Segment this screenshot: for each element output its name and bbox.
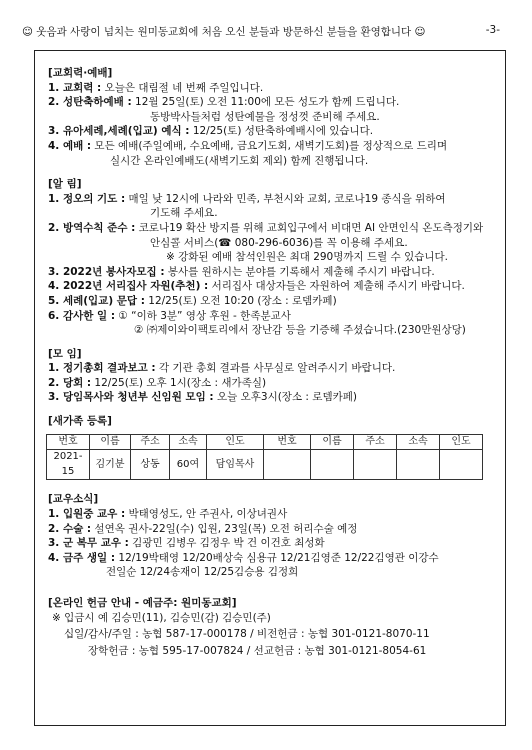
item-label: 4. 예배 :: [48, 139, 92, 152]
table-header-cell: 번호: [47, 434, 90, 450]
notice-item-6: [48, 309, 500, 324]
item-label: 6. 감사한 일 :: [48, 309, 116, 322]
table-header-cell: 번호: [264, 434, 311, 450]
item-label: 4. 금주 생일 :: [48, 551, 116, 564]
item-label: 1. 정오의 기도 :: [48, 192, 126, 205]
worship-item-4: [48, 139, 500, 154]
table-cell: [354, 450, 397, 480]
item-label: 1. 정기총회 결과보고 :: [48, 362, 156, 375]
table-cell: 2021-15: [47, 450, 90, 480]
notice-item-1: [48, 192, 500, 207]
table-header-cell: 주소: [354, 434, 397, 450]
offering-note: ※ 입금시 예 김승민(11), 김승민(감) 김승민(주): [52, 611, 271, 624]
item-text: 김광민 김병우 김정우 박 건 이건호 최성화: [128, 537, 325, 550]
meeting-item-1: [48, 361, 500, 376]
notice-item-1-cont: 기도해 주세요.: [150, 207, 218, 220]
item-text: 12월 25일(토) 오전 11:00에 모든 성도가 함께 드립니다.: [131, 96, 400, 109]
notice-item-2-cont: 안심콜 서비스(☎ 080-296-6036)를 꼭 이용해 주세요.: [150, 236, 408, 249]
page-header: [22, 24, 500, 39]
new-member-table: [46, 434, 483, 481]
offering-accounts-2: 장학헌금 : 농협 595-17-007824 / 선교헌금 : 농협 301-0121-8054-61: [88, 644, 427, 657]
news-item-3: [48, 536, 500, 551]
table-header-cell: 이름: [311, 434, 354, 450]
table-header-cell: 인도: [440, 434, 483, 450]
section-title-members-news: [교우소식]: [48, 493, 99, 506]
meeting-item-3: [48, 390, 500, 405]
item-label: 2. 당회 :: [48, 376, 92, 389]
notice-item-4: [48, 279, 500, 294]
table-cell: 60여: [170, 450, 207, 480]
notice-item-2: [48, 221, 500, 236]
item-label: 4. 2022년 서리집사 자원(추천) :: [48, 280, 209, 293]
table-cell: [264, 450, 311, 480]
offering-accounts-1: 십일/감사/주일 : 농협 587-17-000178 / 비전헌금 : 농협 301-0121-8070-11: [64, 628, 430, 641]
item-text: 봉사를 원하시는 분야를 기록해서 제출해 주시기 바랍니다.: [164, 265, 435, 278]
item-text: 서리집사 대상자들은 자원하여 제출해 주시기 바랍니다.: [208, 280, 465, 293]
table-cell: [397, 450, 440, 480]
item-label: 5. 세례(입교) 문답 :: [48, 294, 145, 307]
bulletin-content: [48, 66, 500, 658]
table-header-cell: 인도: [207, 434, 264, 450]
item-label: 3. 당임목사와 청년부 신임원 모임 :: [48, 391, 214, 404]
notice-item-3: [48, 265, 500, 280]
section-title-worship: [교회력·예배]: [48, 67, 113, 79]
item-text: 박태영성도, 안 주권사, 이상녀권사: [125, 508, 288, 521]
news-item-4-cont: 전일순 12/24송재이 12/25김승용 김정희: [106, 566, 299, 579]
table-cell: [311, 450, 354, 480]
table-header-row: [47, 434, 483, 450]
item-label: 1. 입원중 교우 :: [48, 508, 126, 521]
item-label: 2. 수술 :: [48, 522, 92, 535]
news-item-4: [48, 551, 500, 566]
section-title-new-members: [새가족 등록]: [48, 415, 112, 428]
section-title-meetings: [모 임]: [48, 347, 82, 360]
item-text: 오늘 오후3시(장소 : 로뎀카페): [213, 391, 357, 404]
table-cell: [440, 450, 483, 480]
section-title-online-offering: [온라인 헌금 안내 - 예금주: 원미동교회]: [48, 597, 237, 609]
worship-item-2: [48, 95, 500, 110]
item-text: 설연옥 권사-22일(수) 입원, 23일(목) 오전 허리수술 예정: [91, 522, 358, 535]
section-title-notices: [알 림]: [48, 178, 82, 191]
worship-item-4-cont: 실시간 온라인예배도(새벽기도회 제외) 함께 진행됩니다.: [110, 154, 369, 167]
worship-item-2-cont: 동방박사들처럼 성탄예물을 정성껏 준비해 주세요.: [150, 110, 380, 123]
news-item-2: [48, 522, 500, 537]
item-text: 12/25(토) 오후 1시(장소 : 새가족실): [91, 376, 267, 389]
item-label: 3. 2022년 봉사자모집 :: [48, 265, 165, 278]
item-text: 매일 낮 12시에 나라와 민족, 부천시와 교회, 코로나19 종식을 위하여: [125, 192, 446, 205]
table-row: [47, 450, 483, 480]
item-text: 12/25(토) 성탄축하예배시에 있습니다.: [189, 125, 374, 138]
table-header-cell: 주소: [131, 434, 170, 450]
item-label: 3. 군 복무 교우 :: [48, 537, 129, 550]
worship-item-3: [48, 124, 500, 139]
item-label: 2. 성탄축하예배 :: [48, 96, 132, 109]
item-text: 모든 예배(주일예배, 수요예배, 금요기도회, 새벽기도회)를 정상적으로 드리며: [91, 139, 448, 152]
item-text: 12/25(토) 오전 10:20 (장소 : 로뎀카페): [144, 294, 337, 307]
table-header-cell: 소속: [170, 434, 207, 450]
table-cell: 상동: [131, 450, 170, 480]
item-text: 코로나19 확산 방지를 위해 교회입구에서 비대면 AI 안면인식 온도측정기와: [135, 221, 484, 234]
table-cell: 담임목사: [207, 450, 264, 480]
notice-item-5: [48, 294, 500, 309]
news-item-1: [48, 507, 500, 522]
notice-item-2-note: ※ 강화된 예배 참석인원은 최대 290명까지 드릴 수 있습니다.: [166, 251, 449, 264]
meeting-item-2: [48, 376, 500, 391]
item-label: 2. 방역수칙 준수 :: [48, 221, 136, 234]
notice-item-6-cont: ② ㈜제이와이팩토리에서 장난감 등을 기증해 주셨습니다.(230만원상당): [134, 324, 466, 337]
item-text: ① “이하 3분” 영상 후원 - 한족분교사: [115, 309, 291, 322]
item-text: 12/19박태영 12/20배상숙 심용규 12/21김영준 12/22김영관 이강수: [115, 551, 439, 564]
item-label: 1. 교회력 :: [48, 81, 102, 94]
worship-item-1: [48, 81, 500, 96]
header-text: ☺ 웃음과 사랑이 넘치는 원미동교회에 처음 오신 분들과 방문하신 분들을 환영합니다 ☺: [22, 26, 426, 38]
item-text: 오늘은 대림절 네 번째 주일입니다.: [101, 81, 264, 94]
table-header-cell: 소속: [397, 434, 440, 450]
page-number: -3-: [485, 24, 500, 36]
item-text: 각 기관 총회 결과를 사무실로 알려주시기 바랍니다.: [155, 362, 396, 375]
table-header-cell: 이름: [90, 434, 131, 450]
table-cell: 김기분: [90, 450, 131, 480]
item-label: 3. 유아세례,세례(입교) 예식 :: [48, 125, 190, 138]
